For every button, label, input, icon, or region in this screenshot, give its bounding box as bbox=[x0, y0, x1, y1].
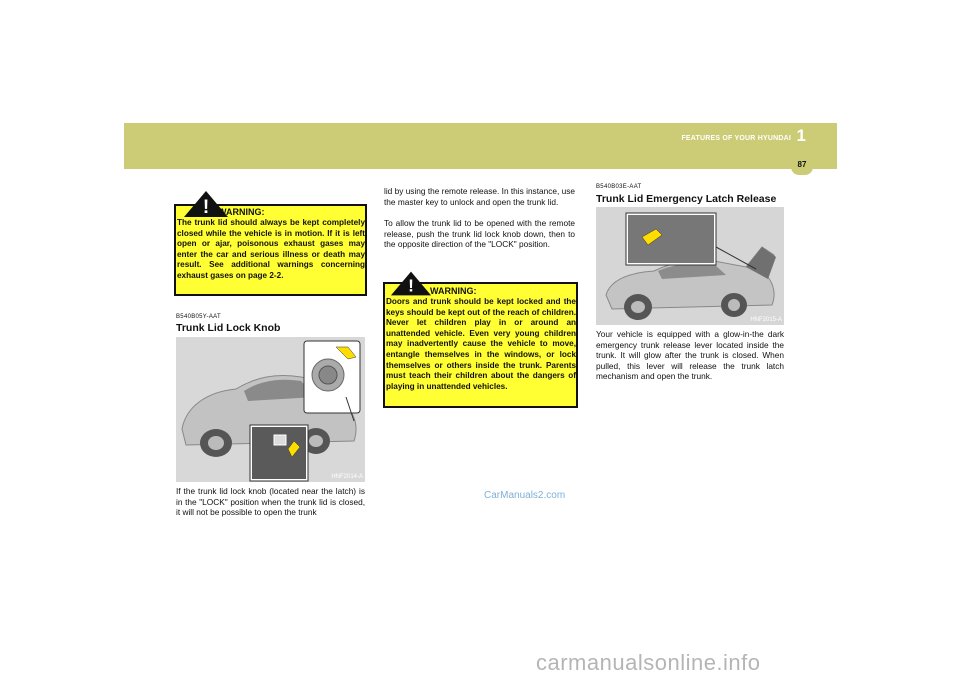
body-text: Your vehicle is equipped with a glow-in-the dark emergency trunk release lever located inside the trunk. It will glow after the trunk is closed. When pulled, this lever will release the trunk latch mechanism and open the trunk. bbox=[596, 329, 784, 382]
figure-label: HNF2015-A bbox=[750, 317, 782, 323]
footer-watermark[interactable]: carmanualsonline.info bbox=[536, 650, 761, 675]
car-trunk-open-illustration bbox=[596, 207, 784, 325]
warning-title: WARNING: bbox=[430, 286, 477, 296]
warning-title: WARNING: bbox=[218, 207, 265, 217]
warning-text: Doors and trunk should be kept locked and the keys should be kept out of the reach of children. Never let children play in or around an unattended vehicle. Even very young children may inadvertently cause the vehicle to move, entangle themselves in the windows, or lock themselves or others inside the trunk. Parents must teach their children about the dangers of playing in unattended vehicles. bbox=[386, 297, 576, 391]
section-heading: Trunk Lid Lock Knob bbox=[176, 322, 281, 334]
warning-box-exhaust bbox=[174, 197, 367, 296]
warning-box-children bbox=[383, 275, 578, 408]
body-text-lock-knob-instructions: To allow the trunk lid to be opened with the remote release, push the trunk lid lock knob down, then to the opposite direction of the "LOCK" position. bbox=[384, 218, 575, 250]
svg-text:!: ! bbox=[408, 275, 414, 296]
section-number: 1 bbox=[796, 126, 806, 145]
page-number-tab bbox=[791, 155, 813, 175]
section-code: B540B03E-AAT bbox=[596, 184, 642, 190]
section-code: B540B05Y-AAT bbox=[176, 314, 221, 320]
section-heading: Trunk Lid Emergency Latch Release bbox=[596, 193, 777, 205]
figure-label: HNF2014-A bbox=[331, 474, 363, 480]
watermark-link[interactable]: CarManuals2.com bbox=[484, 490, 566, 501]
body-text: If the trunk lid lock knob (located near the latch) is in the "LOCK" position when the trunk lid is closed, it will not be possible to open the trunk bbox=[176, 486, 365, 518]
warning-triangle-icon bbox=[390, 270, 432, 297]
warning-text: The trunk lid should always be kept completely closed while the vehicle is in motion. If it is left open or ajar, poisonous exhaust gases may enter the car and serious illness or death may result. See additional warnings concerning exhaust gases on page 2-2. bbox=[177, 218, 365, 280]
body-text-continued: lid by using the remote release. In this instance, use the master key to unlock and open the trunk lid. bbox=[384, 186, 575, 207]
trunk-lock-knob-figure bbox=[176, 337, 365, 482]
car-rear-illustration bbox=[176, 337, 365, 482]
section-title: FEATURES OF YOUR HYUNDAI bbox=[681, 135, 791, 142]
emergency-latch-figure bbox=[596, 207, 784, 325]
header-band bbox=[124, 123, 837, 169]
svg-text:!: ! bbox=[202, 197, 210, 218]
page-number: 87 bbox=[797, 160, 807, 169]
